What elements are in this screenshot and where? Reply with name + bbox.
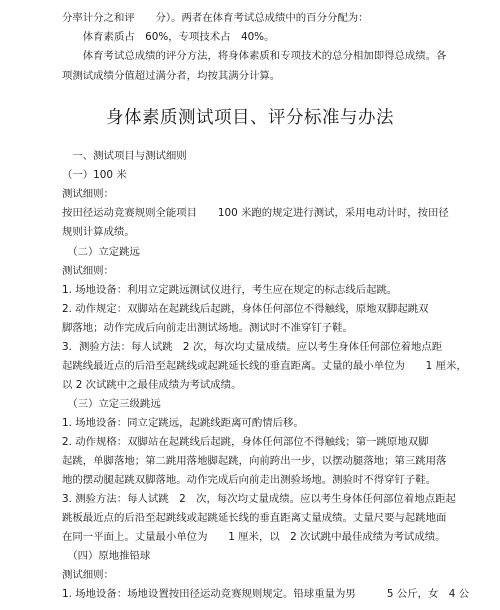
text-line: 3. 测验方法：每人试跳 2 次，每次均丈量成绩。应以考生身体任何部位着地点距起 [62, 493, 456, 505]
section-title: 身体素质测试项目、评分标准与办法 [106, 108, 394, 128]
text-line: 1. 场地设备：场地设置按田径运动竞赛规则规定。铅球重量为男 5 公斤，女 4 公 [62, 588, 470, 600]
text-line: 测试细则： [62, 569, 114, 581]
text-line: 3．测验方法：每人试跳 2 次，每次均丈量成绩。应以考生身体任何部位着地点距 [62, 341, 443, 353]
subsection-heading: （二）立定跳远 [62, 246, 140, 258]
text-line: 按田径运动竞赛规则全能项目 100 米跑的规定进行测试，采用电动计时，按田径 [62, 207, 449, 219]
text-line: 1. 场地设备：利用立定跳远测试仪进行，考生应在规定的标志线后起跳。 [62, 284, 398, 296]
text-line: 以 2 次试跳中之最佳成绩为考试成绩。 [62, 379, 242, 391]
text-line: 规则计算成绩。 [62, 226, 135, 238]
text-line: 起跳，单脚落地；第二跳用落地脚起跳，向前跨出一步，以摆动腿落地；第三跳用落 [62, 455, 447, 467]
text-line: 地的摆动腿起跳双脚落地。动作完成后向前走出测验场地。测验时不得穿钉子鞋。 [62, 474, 437, 486]
text-line: 2. 动作规定：双脚站在起跳线后起跳，身体任何部位不得触线，原地双脚起跳双 [62, 303, 429, 315]
text-line: 测试细则： [62, 265, 114, 277]
section-heading: 一、测试项目与测试细则 [62, 150, 187, 162]
text-line: 2. 动作规格：双脚站在起跳线后起跳，身体任何部位不得触线；第一跳原地双脚 [62, 436, 429, 448]
text-line: 跳板最近点的后沿至起跳线或起跳延长线的垂直距离丈量成绩。丈量尺要与起跳地面 [62, 512, 447, 524]
subsection-heading: （四）原地推铅球 [62, 550, 151, 562]
text-line: 项测试成绩分值超过满分者，均按其满分计算。 [62, 70, 281, 82]
text-line: 分率计分之和评 分）。两者在体育考试总成绩中的百分分配为： [62, 12, 369, 24]
text-line: 体育考试总成绩的评分方法，将身体素质和专项技术的总分相加即得总成绩。各 [62, 50, 447, 62]
text-line: 起跳线最近点的后沿至起跳线或起跳延长线的垂直距离。丈量的最小单位为 1 厘米， [62, 360, 467, 372]
text-line: 在同一平面上。丈量最小单位为 1 厘米，以 2 次试跳中最佳成绩为考试成绩。 [62, 531, 446, 543]
subsection-heading: （三）立定三级跳远 [62, 398, 161, 410]
text-line: 1. 场地设备：同立定跳远，起跳线距离可酌情后移。 [62, 417, 304, 429]
subsection-heading: （一）100 米 [62, 169, 127, 181]
text-line: 体育素质占 60%，专项技术占 40%。 [62, 31, 275, 43]
text-line: 脚落地；动作完成后向前走出测试场地。测试时不准穿钉子鞋。 [62, 322, 353, 334]
text-line: 测试细则： [62, 188, 114, 200]
